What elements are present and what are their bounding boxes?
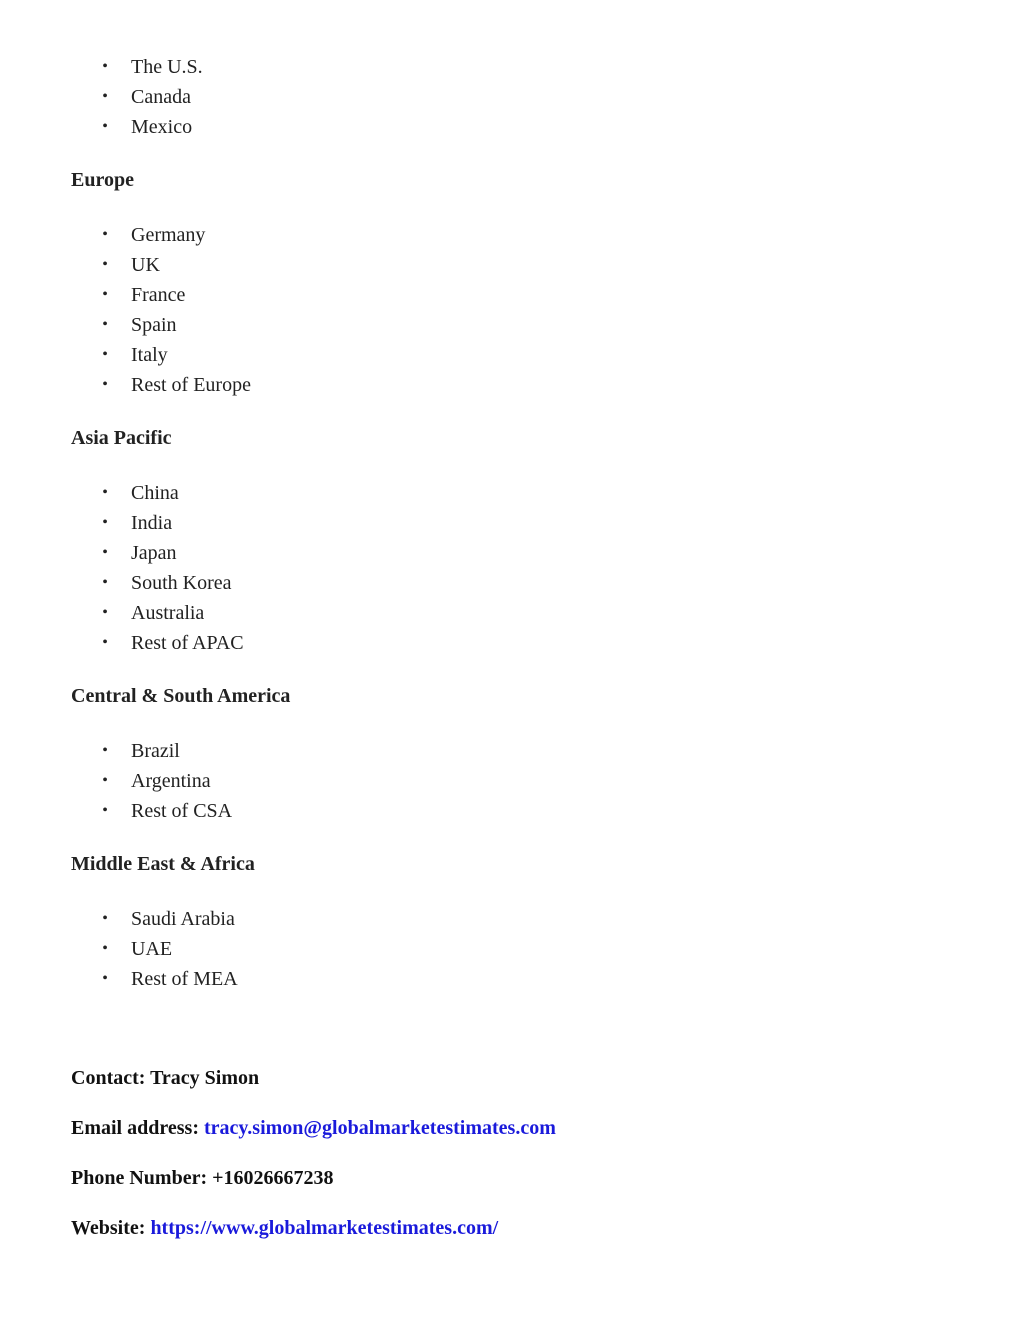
list-item bbox=[100, 370, 251, 400]
bullet-dot-icon: • bbox=[102, 574, 108, 591]
list-item bbox=[100, 508, 244, 538]
list-item-text: France bbox=[131, 284, 186, 306]
bullet-dot-icon: • bbox=[102, 316, 108, 333]
list-item-text: Rest of APAC bbox=[131, 632, 244, 654]
bullet-dot-icon: • bbox=[102, 634, 108, 651]
bullet-dot-icon: • bbox=[102, 484, 108, 501]
bullet-dot-icon: • bbox=[102, 742, 108, 759]
north-america-list bbox=[100, 52, 203, 142]
bullet-dot-icon: • bbox=[102, 802, 108, 819]
list-item-text: Mexico bbox=[131, 116, 193, 138]
bullet-dot-icon: • bbox=[102, 544, 108, 561]
list-item-text: Rest of MEA bbox=[131, 968, 238, 990]
list-item-text: The U.S. bbox=[131, 56, 203, 78]
list-item bbox=[100, 478, 244, 508]
list-item-text: UK bbox=[131, 254, 160, 276]
list-item-text: South Korea bbox=[131, 572, 232, 594]
list-item-text: Rest of Europe bbox=[131, 374, 251, 396]
bullet-dot-icon: • bbox=[102, 346, 108, 363]
list-item-text: China bbox=[131, 482, 179, 504]
bullet-dot-icon: • bbox=[102, 772, 108, 789]
list-item bbox=[100, 598, 244, 628]
list-item bbox=[100, 280, 251, 310]
bullet-dot-icon: • bbox=[102, 514, 108, 531]
list-item-text: Italy bbox=[131, 344, 168, 366]
bullet-dot-icon: • bbox=[102, 88, 108, 105]
email-line bbox=[71, 1116, 556, 1140]
bullet-dot-icon: • bbox=[102, 970, 108, 987]
list-item-text: Germany bbox=[131, 224, 206, 246]
mea-list bbox=[100, 904, 238, 994]
list-item bbox=[100, 250, 251, 280]
list-item-text: Japan bbox=[131, 542, 177, 564]
list-item bbox=[100, 220, 251, 250]
website-label: Website: bbox=[71, 1217, 146, 1239]
mea-heading: Middle East & Africa bbox=[71, 853, 255, 875]
list-item-text: Rest of CSA bbox=[131, 800, 233, 822]
list-item bbox=[100, 736, 232, 766]
csa-list bbox=[100, 736, 232, 826]
europe-list bbox=[100, 220, 251, 400]
list-item bbox=[100, 112, 203, 142]
list-item-text: Canada bbox=[131, 86, 191, 108]
list-item-text: Spain bbox=[131, 314, 177, 336]
asia-pacific-heading: Asia Pacific bbox=[71, 427, 172, 449]
list-item bbox=[100, 766, 232, 796]
list-item-text: Saudi Arabia bbox=[131, 908, 235, 930]
list-item bbox=[100, 628, 244, 658]
list-item bbox=[100, 964, 238, 994]
bullet-dot-icon: • bbox=[102, 910, 108, 927]
list-item bbox=[100, 934, 238, 964]
asia-pacific-list bbox=[100, 478, 244, 658]
bullet-dot-icon: • bbox=[102, 256, 108, 273]
bullet-dot-icon: • bbox=[102, 376, 108, 393]
website-link[interactable]: https://www.globalmarketestimates.com/ bbox=[150, 1217, 499, 1239]
csa-heading: Central & South America bbox=[71, 685, 291, 707]
list-item bbox=[100, 538, 244, 568]
list-item bbox=[100, 310, 251, 340]
bullet-dot-icon: • bbox=[102, 58, 108, 75]
list-item bbox=[100, 568, 244, 598]
list-item-text: UAE bbox=[131, 938, 173, 960]
list-item bbox=[100, 904, 238, 934]
bullet-dot-icon: • bbox=[102, 226, 108, 243]
phone-line: Phone Number: +16026667238 bbox=[71, 1167, 334, 1189]
contact-name: Contact: Tracy Simon bbox=[71, 1067, 260, 1089]
email-link[interactable]: tracy.simon@globalmarketestimates.com bbox=[203, 1117, 556, 1139]
list-item-text: India bbox=[131, 512, 173, 534]
bullet-dot-icon: • bbox=[102, 604, 108, 621]
list-item-text: Argentina bbox=[131, 770, 211, 792]
bullet-dot-icon: • bbox=[102, 940, 108, 957]
list-item-text: Brazil bbox=[131, 740, 180, 762]
list-item bbox=[100, 340, 251, 370]
email-label: Email address: bbox=[71, 1117, 199, 1139]
list-item-text: Australia bbox=[131, 602, 205, 624]
list-item bbox=[100, 796, 232, 826]
bullet-dot-icon: • bbox=[102, 286, 108, 303]
list-item bbox=[100, 82, 203, 112]
website-line bbox=[71, 1216, 498, 1240]
bullet-dot-icon: • bbox=[102, 118, 108, 135]
list-item bbox=[100, 52, 203, 82]
europe-heading: Europe bbox=[71, 169, 134, 191]
